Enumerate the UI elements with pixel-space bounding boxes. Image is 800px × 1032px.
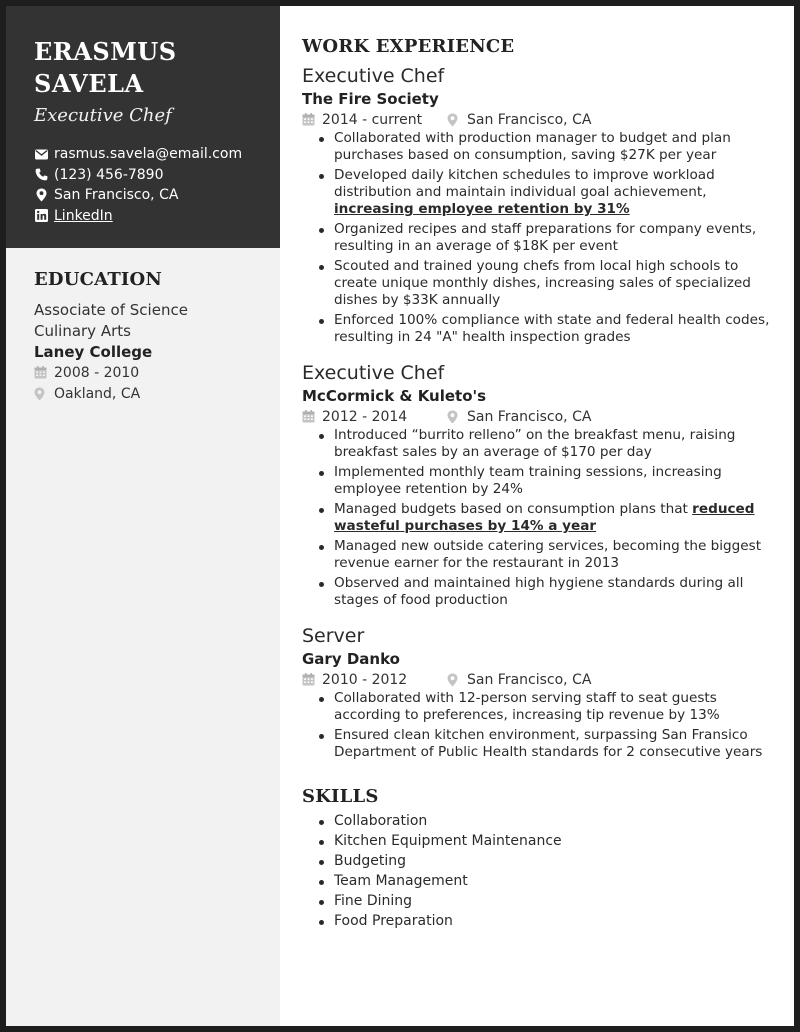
education-section: [6, 248, 280, 404]
job-bullet: [334, 167, 778, 218]
envelope-icon: [34, 147, 48, 161]
bullet-text: Collaborated with production manager to budget and plan purchases based on consumption, saving $27K per year: [334, 130, 731, 163]
contact-linkedin[interactable]: [34, 206, 260, 227]
job-bullet: [334, 690, 778, 724]
map-pin-icon: [447, 113, 461, 127]
work-experience-section: [302, 35, 778, 761]
bullet-text: Collaborated with 12-person serving staff to seat guests according to preferences, increasing tip revenue by 13%: [334, 690, 720, 723]
phone-icon: [34, 168, 48, 182]
work-experience-heading: WORK EXPERIENCE: [302, 36, 515, 57]
job-location-text: San Francisco, CA: [467, 409, 592, 425]
bullet-text: Observed and maintained high hygiene standards during all stages of food production: [334, 575, 744, 608]
job-title: Server: [302, 625, 365, 647]
main-content: [302, 6, 778, 933]
job-entry: [302, 623, 778, 761]
job-location-text: San Francisco, CA: [467, 672, 592, 688]
skills-section: [302, 785, 778, 930]
job-meta: [302, 407, 778, 427]
job-bullets: [302, 690, 778, 761]
calendar-icon: [302, 113, 316, 127]
job-bullets: [302, 427, 778, 609]
education-dates: [34, 363, 260, 384]
skills-heading: SKILLS: [302, 786, 379, 807]
job-bullet: [334, 258, 778, 309]
job-meta: [302, 670, 778, 690]
contact-location: [34, 185, 260, 206]
job-bullet: [334, 130, 778, 164]
sidebar-header: [6, 6, 280, 248]
skills-list: [302, 813, 778, 930]
job-dates-text: 2010 - 2012: [322, 672, 408, 688]
job-bullets: [302, 130, 778, 346]
bullet-text: Developed daily kitchen schedules to improve workload distribution and maintain individual goal achievement,: [334, 167, 715, 200]
job-entry: [302, 63, 778, 346]
bullet-text: Ensured clean kitchen environment, surpassing San Fransico Department of Public Health standards for 2 consecutive years: [334, 727, 763, 760]
email-text: rasmus.savela@email.com: [54, 146, 243, 163]
job-company: McCormick & Kuleto's: [302, 387, 487, 405]
skill-item: Food Preparation: [334, 913, 778, 930]
education-degree: Associate of Science: [34, 301, 188, 319]
skill-item: Fine Dining: [334, 893, 778, 910]
contact-email[interactable]: [34, 144, 260, 165]
job-dates-text: 2012 - 2014: [322, 409, 408, 425]
map-pin-icon: [34, 387, 48, 401]
job-title-subtitle: Executive Chef: [34, 105, 172, 126]
sidebar: [6, 6, 280, 1026]
location-text: San Francisco, CA: [54, 187, 179, 204]
skill-item: Team Management: [334, 873, 778, 890]
bullet-text: Managed new outside catering services, becoming the biggest revenue earner for the restaurant in 2013: [334, 538, 762, 571]
job-title: Executive Chef: [302, 65, 445, 87]
job-dates: [302, 670, 447, 690]
contact-list: [34, 144, 260, 226]
name-line-1: ERASMUS: [34, 37, 177, 66]
job-entry: [302, 360, 778, 609]
skill-item: Budgeting: [334, 853, 778, 870]
bullet-text: Implemented monthly team training sessions, increasing employee retention by 24%: [334, 464, 722, 497]
job-bullet: [334, 312, 778, 346]
education-school: Laney College: [34, 343, 153, 361]
linkedin-icon: [34, 209, 48, 223]
calendar-icon: [34, 366, 48, 380]
job-location: [447, 407, 591, 427]
job-bullet: [334, 575, 778, 609]
job-location-text: San Francisco, CA: [467, 112, 592, 128]
job-dates: [302, 110, 447, 130]
job-bullet: [334, 221, 778, 255]
job-company: The Fire Society: [302, 90, 439, 108]
job-location: [447, 670, 591, 690]
job-bullet: [334, 501, 778, 535]
job-location: [447, 110, 591, 130]
job-bullet: [334, 464, 778, 498]
job-bullet: [334, 538, 778, 572]
linkedin-link[interactable]: LinkedIn: [54, 207, 113, 224]
education-field: Culinary Arts: [34, 322, 131, 340]
bullet-highlight: reduced wasteful purchases by 14% a year: [334, 501, 755, 534]
education-dates-text: 2008 - 2010: [54, 365, 140, 381]
education-location-text: Oakland, CA: [54, 385, 141, 402]
job-title: Executive Chef: [302, 362, 445, 384]
phone-text: (123) 456-7890: [54, 166, 164, 183]
bullet-text: Enforced 100% compliance with state and federal health codes, resulting in 24 "A" health inspection grades: [334, 312, 770, 345]
map-pin-icon: [447, 410, 461, 424]
job-bullet: [334, 727, 778, 761]
skill-item: Collaboration: [334, 813, 778, 830]
job-company: Gary Danko: [302, 650, 400, 668]
skill-item: Kitchen Equipment Maintenance: [334, 833, 778, 850]
bullet-text: Organized recipes and staff preparations for company events, resulting in an average of $18K per event: [334, 221, 757, 254]
job-dates-text: 2014 - current: [322, 112, 423, 128]
map-pin-icon: [34, 188, 48, 202]
contact-phone[interactable]: [34, 165, 260, 186]
bullet-text: Managed budgets based on consumption plans that: [334, 501, 693, 517]
bullet-text: Introduced “burrito relleno” on the breakfast menu, raising breakfast sales by an average of $170 per day: [334, 427, 736, 460]
bullet-highlight: increasing employee retention by 31%: [334, 201, 630, 217]
bullet-text: Scouted and trained young chefs from local high schools to create unique monthly dishes, increasing sales of specialized dishes by $33K annually: [334, 258, 751, 308]
education-heading: EDUCATION: [34, 269, 163, 290]
calendar-icon: [302, 410, 316, 424]
calendar-icon: [302, 673, 316, 687]
education-location: [34, 384, 260, 405]
map-pin-icon: [447, 673, 461, 687]
name-line-2: SAVELA: [34, 69, 144, 98]
job-bullet: [334, 427, 778, 461]
job-list: [302, 63, 778, 761]
job-dates: [302, 407, 447, 427]
job-meta: [302, 110, 778, 130]
